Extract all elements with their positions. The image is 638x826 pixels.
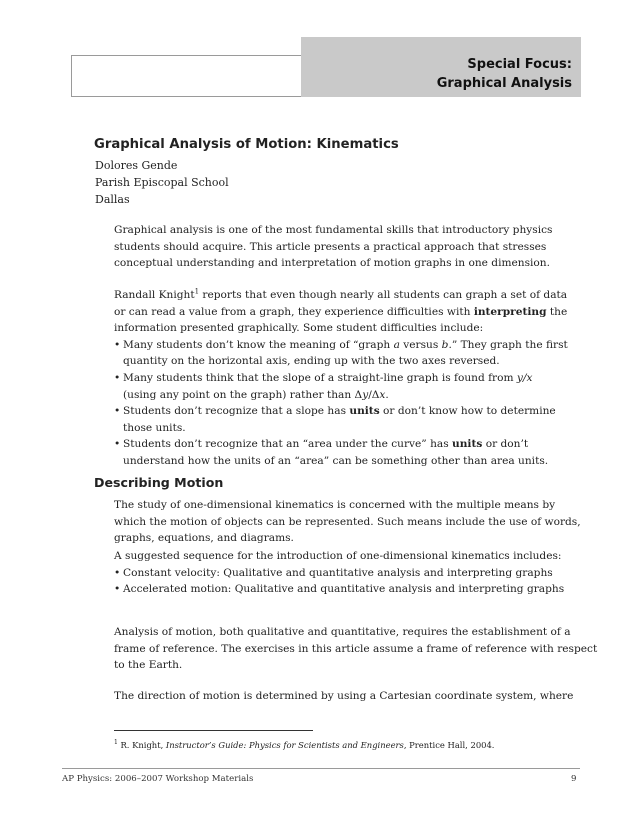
header-banner	[301, 37, 581, 97]
page-number: 9	[571, 774, 577, 784]
article-title: Graphical Analysis of Motion: Kinematics	[94, 137, 399, 152]
section-heading: Describing Motion	[94, 475, 224, 490]
bullet-continuation: (using any point on the graph) rather than Δy/Δx.	[123, 388, 389, 401]
footnote-divider	[114, 730, 313, 731]
text-line: students should acquire. This article presents a practical approach that stresses	[114, 240, 547, 253]
author-school: Parish Episcopal School	[95, 176, 229, 189]
kinematics-paragraph	[114, 497, 581, 547]
frame-of-reference-paragraph	[114, 624, 597, 674]
text-line: Randall Knight$^1$ reports that even though nearly all students can graph a set of data	[114, 287, 568, 301]
bullet-item: • Constant velocity: Qualitative and quantitative analysis and interpreting graphs	[114, 565, 564, 582]
text-line: frame of reference. The exercises in this article assume a frame of reference with respect	[114, 642, 598, 655]
footnote-ref: 1	[194, 287, 200, 296]
header-line-1: Special Focus:	[467, 57, 572, 72]
bullet-item: • Many students don’t know the meaning of “graph a versus b.” They graph the first	[114, 337, 568, 354]
text-line: A suggested sequence for the introduction of one-dimensional kinematics includes:	[114, 550, 562, 562]
text-line: information presented graphically. Some student difficulties include:	[114, 322, 484, 335]
direction-paragraph	[114, 688, 573, 705]
text-line: The direction of motion is determined by using a Cartesian coordinate system, where	[114, 690, 574, 702]
bullet-continuation: understand how the units of an “area” can be something other than area units.	[123, 454, 549, 467]
intro-paragraph	[114, 222, 552, 272]
sequence-paragraph	[114, 548, 564, 598]
bullet-item: • Students don’t recognize that a slope has units or don’t know how to determine	[114, 403, 568, 420]
bullet-item: • Accelerated motion: Qualitative and quantitative analysis and interpreting graphs	[114, 581, 564, 598]
footnote: $^1$ R. Knight, Instructor’s Guide: Physics for Scientists and Engineers, Prentice Hall, 2004.	[114, 739, 495, 750]
knight-paragraph	[114, 287, 568, 470]
text-line: conceptual understanding and interpretation of motion graphs in one dimension.	[114, 257, 550, 270]
bullet-item: • Students don’t recognize that an “area under the curve” has units or don’t	[114, 436, 568, 453]
bullet-icon: •	[114, 405, 121, 418]
author-name: Dolores Gende	[95, 159, 178, 172]
header-outline-box	[71, 55, 301, 97]
bullet-continuation: quantity on the horizontal axis, ending up with the two axes reversed.	[123, 355, 500, 368]
text-line: Graphical analysis is one of the most fundamental skills that introductory physics	[114, 224, 553, 236]
bullet-icon: •	[114, 371, 121, 384]
text-line: Analysis of motion, both qualitative and quantitative, requires the establishment of a	[114, 626, 571, 638]
author-city: Dallas	[95, 193, 130, 206]
bullet-icon: •	[114, 583, 121, 596]
text-line: to the Earth.	[114, 659, 183, 672]
bullet-icon: •	[114, 566, 121, 579]
text-line: graphs, equations, and diagrams.	[114, 532, 294, 545]
header-line-2: Graphical Analysis	[436, 76, 572, 91]
text-line: which the motion of objects can be represented. Such means include the use of words,	[114, 515, 581, 528]
bullet-icon: •	[114, 338, 121, 351]
bullet-item: • Many students think that the slope of a straight-line graph is found from y/x	[114, 370, 568, 387]
bullet-continuation: those units.	[123, 421, 186, 434]
footer-publication: AP Physics: 2006–2007 Workshop Materials	[62, 774, 254, 784]
bullet-icon: •	[114, 438, 121, 451]
text-line: The study of one-dimensional kinematics is concerned with the multiple means by	[114, 499, 556, 511]
text-line: or can read a value from a graph, they experience difficulties with interpreting the	[114, 305, 568, 318]
footer-divider	[62, 768, 580, 769]
emphasis-interpreting: interpreting	[473, 305, 547, 318]
